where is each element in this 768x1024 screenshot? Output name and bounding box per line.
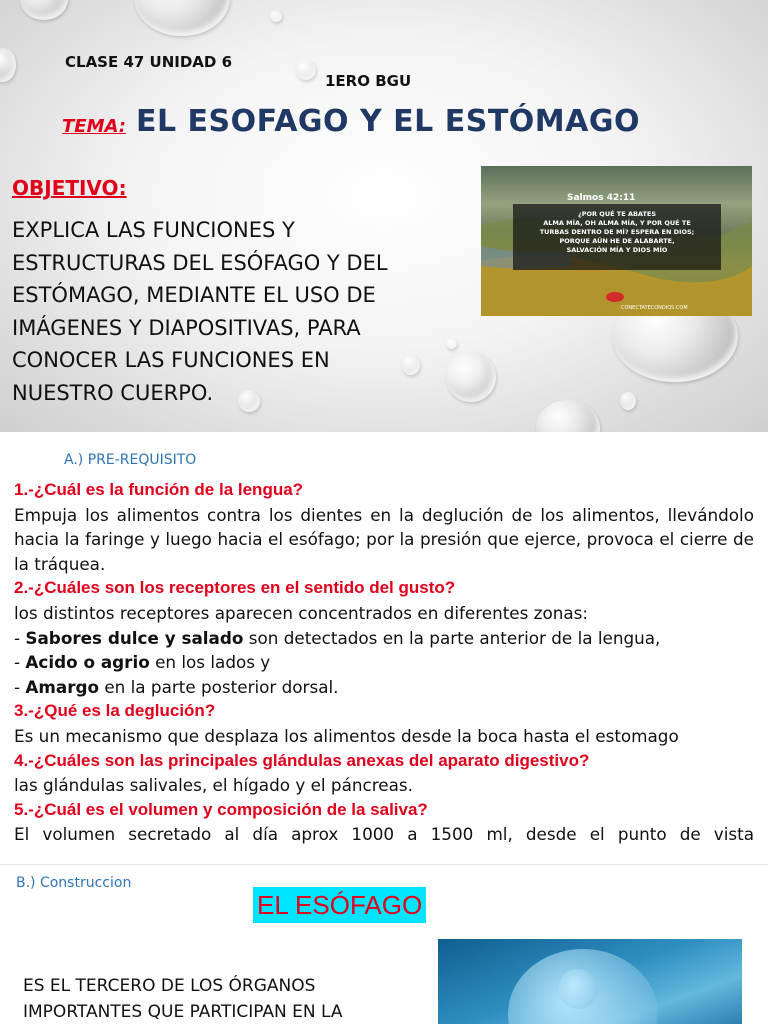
verse-line: PORQUE AÚN HE DE ALABARTE, [559,237,675,245]
list-item [14,650,754,675]
water-drop-decoration [536,400,600,432]
answer-4: las glándulas salivales, el hígado y el páncreas. [14,775,413,796]
verse-box [513,204,721,270]
list-item-bold: Amargo [25,676,100,697]
class-label: CLASE 47 UNIDAD 6 [65,53,233,71]
list-item-text: son detectados en la parte anterior de la lengua, [243,627,661,648]
bible-verse-image [481,166,752,316]
answer-1: Empuja los alimentos contra los dientes en la deglución de los alimentos, llevándolo hacia la faringe y luego hacia el esófago; por la presión que ejerce, provoca el cierre de la tráquea. [14,504,754,574]
verse-line: ALMA MÍA, OH ALMA MÍA, Y POR QUÉ TE [543,219,691,227]
water-drop-decoration [620,392,636,410]
section-label: A.) PRE-REQUISITO [64,452,197,468]
question-5: 5.-¿Cuál es el volumen y composición de la saliva? [14,799,428,819]
grade-label: 1ERO BGU [325,72,412,90]
objetivo-text: EXPLICA LAS FUNCIONES Y ESTRUCTURAS DEL ESÓFAGO Y DEL ESTÓMAGO, MEDIANTE EL USO DE IMÁGENES Y DIAPOSITIVAS, PARA CONOCER LAS FUNCIONES EN NUESTRO CUERPO. [12,218,388,405]
esophagus-xray-image [438,939,742,1024]
list-bullet: - [14,652,26,673]
question-2: 2.-¿Cuáles son los receptores en el sentido del gusto? [14,578,456,598]
section-label: B.) Construccion [16,875,132,891]
water-drop-decoration [20,0,68,20]
logo-icon [606,292,624,302]
anatomy-shape [558,969,598,1009]
slide-title: EL ESÓFAGO [253,887,426,923]
water-drop-decoration [270,10,282,22]
list-item-bold: Sabores dulce y salado [25,627,244,648]
esophagus-text: ES EL TERCERO DE LOS ÓRGANOS IMPORTANTES QUE PARTICIPAN EN LA [23,976,343,1022]
slide-objective [0,0,768,432]
question-1: 1.-¿Cuál es la función de la lengua? [14,480,304,499]
list-item-text: en la parte posterior dorsal. [99,676,339,697]
water-drop-decoration [446,352,496,402]
verse-reference: Salmos 42:11 [567,193,636,203]
list-bullet: - [14,676,26,697]
slide-title: EL ESOFAGO Y EL ESTÓMAGO [136,104,640,139]
water-drop-decoration [134,0,230,36]
verse-text [513,204,721,255]
objetivo-label: OBJETIVO: [12,176,127,200]
answer-3: Es un mecanismo que desplaza los alimentos desde la boca hasta el estomago [14,725,679,746]
tema-label: TEMA: [62,116,126,137]
water-drop-decoration [446,338,457,349]
verse-line: TURBAS DENTRO DE MÍ? ESPERA EN DIOS; [539,228,695,236]
verse-line: SALVACIÓN MÍA Y DIOS MÍO [566,246,668,254]
verse-line: ¿POR QUÉ TE ABATES [577,210,657,218]
slide-prerequisite [0,432,768,864]
list-item-text: en los lados y [149,652,271,673]
slide-construction [0,864,768,1024]
list-bullet: - [14,627,26,648]
list-item [14,626,754,651]
list-item [14,675,754,700]
question-3: 3.-¿Qué es la deglución? [14,701,216,721]
qa-body [14,478,754,847]
list-item-bold: Acido o agrio [25,652,150,673]
question-4: 4.-¿Cuáles son las principales glándulas anexas del aparato digestivo? [14,750,590,770]
water-drop-decoration [296,60,316,80]
verse-url: CONECTATECONDIOS.COM [621,305,688,311]
answer-2-intro: los distintos receptores aparecen concentrados en diferentes zonas: [14,602,589,623]
answer-5: El volumen secretado al día aprox 1000 a 1500 ml, desde el punto de vista [14,824,754,845]
water-drop-decoration [0,48,16,82]
